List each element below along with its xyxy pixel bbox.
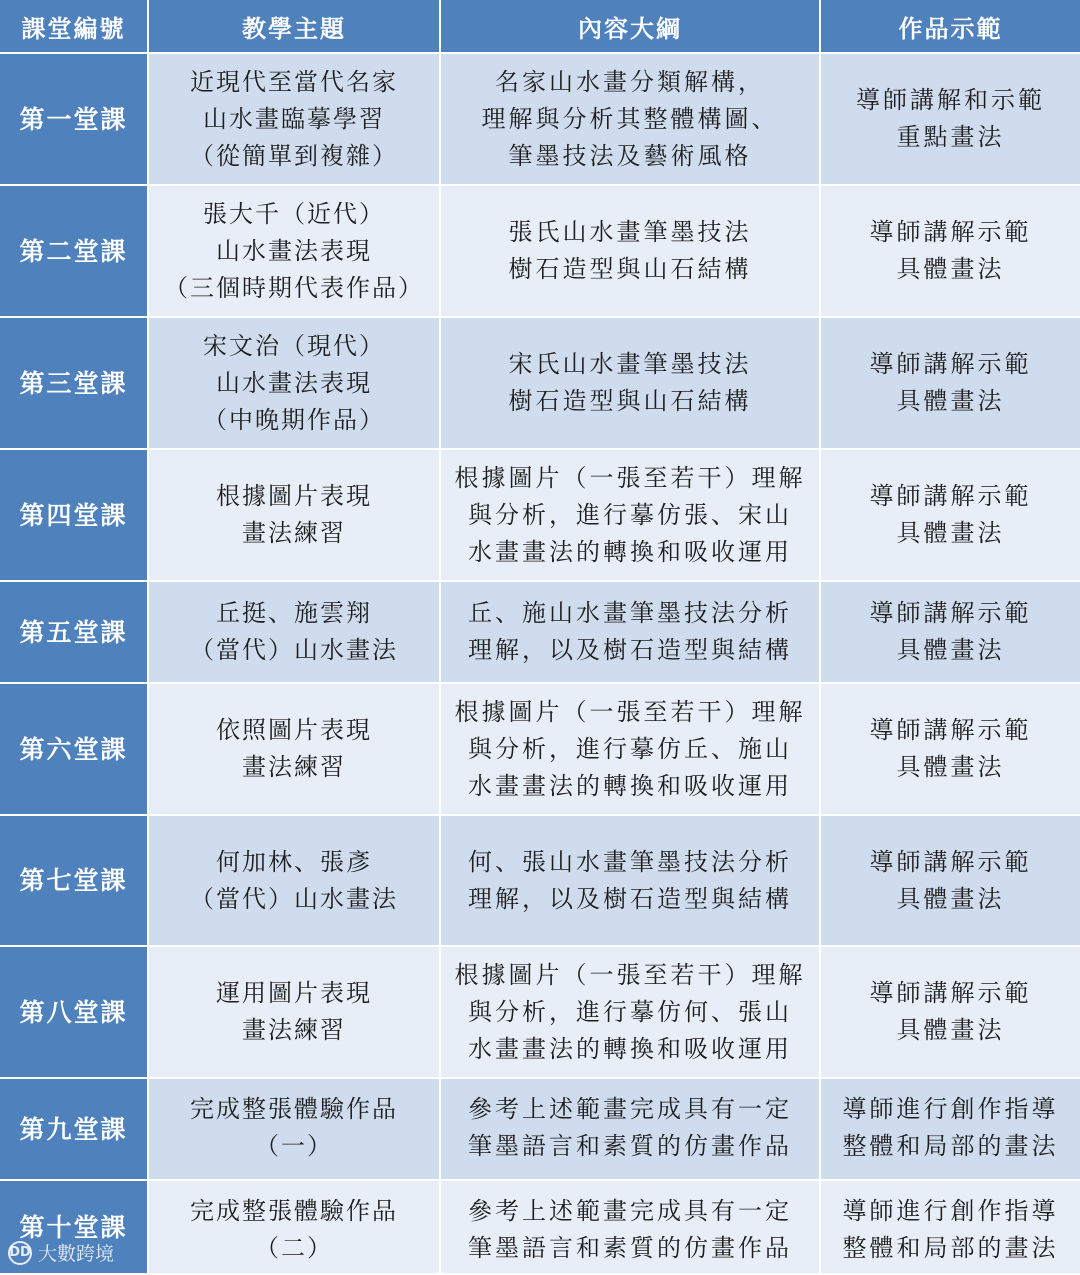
teaching-topic: 完成整張體驗作品 （二） [148,1180,440,1274]
content-outline: 張氏山水畫筆墨技法 樹石造型與山石結構 [440,185,820,317]
watermark-logo-icon: DD [8,1241,32,1265]
teaching-topic: 何加林、張彥 （當代）山水畫法 [148,815,440,946]
teaching-topic: 依照圖片表現 畫法練習 [148,683,440,815]
lesson-label: 第六堂課 [0,683,148,815]
table-row [0,317,1080,449]
work-demonstration: 導師講解示範 具體畫法 [820,581,1080,683]
lesson-label: 第二堂課 [0,185,148,317]
header-teaching-topic: 教學主題 [148,0,440,53]
content-outline: 名家山水畫分類解構， 理解與分析其整體構圖、 筆墨技法及藝術風格 [440,53,820,185]
table-row [0,815,1080,946]
work-demonstration: 導師講解示範 具體畫法 [820,185,1080,317]
teaching-topic: 宋文治（現代） 山水畫法表現 （中晚期作品） [148,317,440,449]
content-outline: 根據圖片（一張至若干）理解 與分析，進行摹仿何、張山 水畫畫法的轉換和吸收運用 [440,946,820,1078]
table-row [0,683,1080,815]
lesson-label: 第一堂課 [0,53,148,185]
content-outline: 根據圖片（一張至若干）理解 與分析，進行摹仿丘、施山 水畫畫法的轉換和吸收運用 [440,683,820,815]
header-work-demonstration: 作品示範 [820,0,1080,53]
watermark-text: 大數跨境 [38,1243,115,1265]
lesson-label: 第七堂課 [0,815,148,946]
content-outline: 何、張山水畫筆墨技法分析 理解，以及樹石造型與結構 [440,815,820,946]
header-lesson-number: 課堂編號 [0,0,148,53]
work-demonstration: 導師講解示範 具體畫法 [820,815,1080,946]
header-content-outline: 內容大綱 [440,0,820,53]
table-row [0,53,1080,185]
lesson-label: 第五堂課 [0,581,148,683]
table-row [0,1180,1080,1274]
content-outline: 宋氏山水畫筆墨技法 樹石造型與山石結構 [440,317,820,449]
lesson-label: 第八堂課 [0,946,148,1078]
content-outline: 根據圖片（一張至若干）理解 與分析，進行摹仿張、宋山 水畫畫法的轉換和吸收運用 [440,449,820,581]
teaching-topic: 丘挺、施雲翔 （當代）山水畫法 [148,581,440,683]
content-outline: 丘、施山水畫筆墨技法分析 理解，以及樹石造型與結構 [440,581,820,683]
table-row [0,581,1080,683]
lesson-label: 第四堂課 [0,449,148,581]
work-demonstration: 導師講解示範 具體畫法 [820,683,1080,815]
teaching-topic: 張大千（近代） 山水畫法表現 （三個時期代表作品） [148,185,440,317]
work-demonstration: 導師講解示範 具體畫法 [820,946,1080,1078]
work-demonstration: 導師進行創作指導 整體和局部的畫法 [820,1078,1080,1180]
teaching-topic: 運用圖片表現 畫法練習 [148,946,440,1078]
work-demonstration: 導師講解示範 具體畫法 [820,317,1080,449]
table-row [0,449,1080,581]
watermark [8,1239,114,1266]
content-outline: 參考上述範畫完成具有一定 筆墨語言和素質的仿畫作品 [440,1180,820,1274]
teaching-topic: 根據圖片表現 畫法練習 [148,449,440,581]
table-row [0,185,1080,317]
teaching-topic: 完成整張體驗作品 （一） [148,1078,440,1180]
table-row [0,1078,1080,1180]
lesson-label: 第三堂課 [0,317,148,449]
content-outline: 參考上述範畫完成具有一定 筆墨語言和素質的仿畫作品 [440,1078,820,1180]
work-demonstration: 導師講解和示範 重點畫法 [820,53,1080,185]
work-demonstration: 導師進行創作指導 整體和局部的畫法 [820,1180,1080,1274]
work-demonstration: 導師講解示範 具體畫法 [820,449,1080,581]
teaching-topic: 近現代至當代名家 山水畫臨摹學習 （從簡單到複雜） [148,53,440,185]
table-row [0,946,1080,1078]
lesson-label: 第九堂課 [0,1078,148,1180]
lesson-label: 第十堂課 [0,1180,148,1274]
table-header-row [0,0,1080,53]
